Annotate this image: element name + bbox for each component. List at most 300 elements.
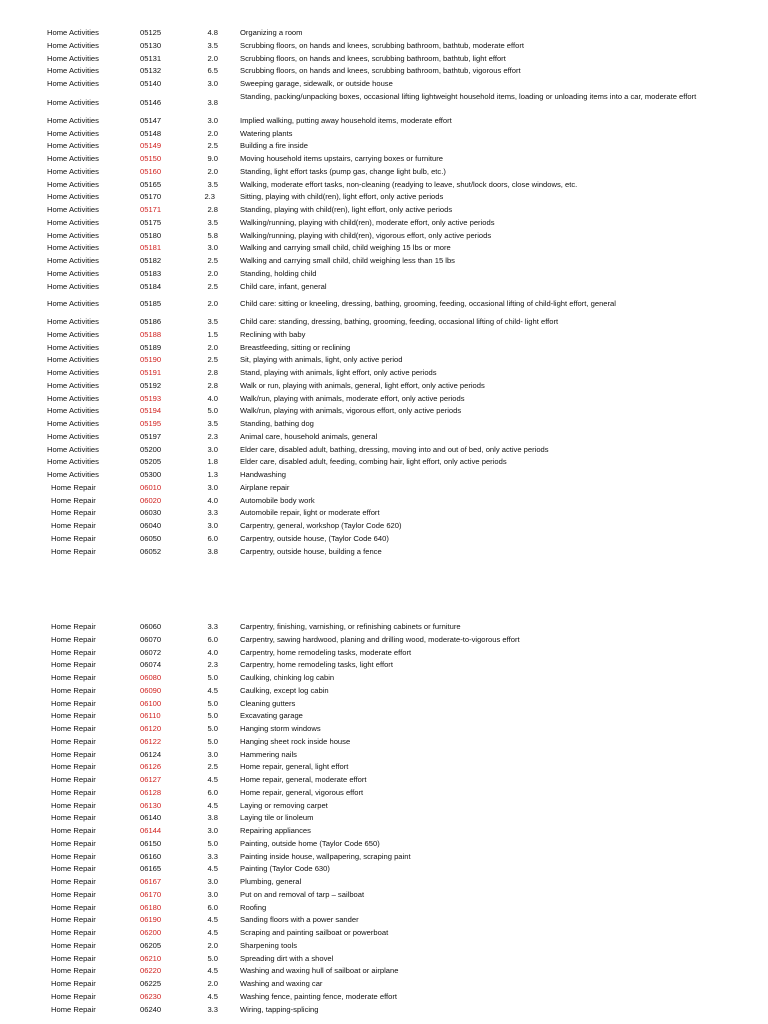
table-row xyxy=(0,456,768,469)
activity-code: 06160 xyxy=(140,851,162,861)
activity-category: Home Repair xyxy=(51,864,96,874)
activity-category: Home Repair xyxy=(51,647,96,657)
activity-description: Carpentry, home remodeling tasks, moderate effort xyxy=(240,647,412,657)
activity-code: 05149 xyxy=(140,141,162,151)
activity-category: Home Repair xyxy=(51,698,96,708)
met-value: 3.5 xyxy=(207,179,218,189)
table-row xyxy=(0,838,768,851)
activity-category: Home Repair xyxy=(51,711,96,721)
activity-description: Plumbing, general xyxy=(240,877,302,886)
met-value: 5.0 xyxy=(207,698,218,708)
met-value: 3.0 xyxy=(207,877,218,886)
activity-category: Home Repair xyxy=(51,940,96,950)
activity-code: 05194 xyxy=(140,406,162,416)
activity-description: Cleaning gutters xyxy=(240,698,296,708)
activity-description: Hanging sheet rock inside house xyxy=(240,736,351,746)
activity-description: Spreading dirt with a shovel xyxy=(240,953,334,963)
table-row xyxy=(0,914,768,927)
activity-code: 05165 xyxy=(140,179,162,189)
activity-code: 05146 xyxy=(140,97,162,107)
met-value: 2.3 xyxy=(207,660,218,670)
activity-description: Carpentry, outside house, (Taylor Code 640) xyxy=(240,533,389,543)
activity-code: 05181 xyxy=(140,243,162,253)
activity-category: Home Repair xyxy=(51,787,96,797)
activity-category: Home Repair xyxy=(51,953,96,963)
table-row xyxy=(0,634,768,647)
activity-description: Building a fire inside xyxy=(240,141,308,151)
table-row xyxy=(0,991,768,1004)
table-row xyxy=(0,533,768,546)
met-value: 2.0 xyxy=(207,979,218,988)
activity-description: Child care, infant, general xyxy=(240,281,327,291)
activity-category: Home Repair xyxy=(51,634,96,644)
activity-category: Home Activities xyxy=(47,53,99,63)
table-row xyxy=(0,723,768,736)
activity-description: Caulking, chinking log cabin xyxy=(240,673,335,682)
activity-category: Home Repair xyxy=(51,660,96,670)
activity-description: Breastfeeding, sitting or reclining xyxy=(240,342,351,352)
activity-code: 06052 xyxy=(140,546,162,556)
table-row xyxy=(0,495,768,508)
table-row xyxy=(0,255,768,268)
met-value: 2.5 xyxy=(207,141,218,151)
met-value: 4.5 xyxy=(207,775,218,784)
activity-code: 05300 xyxy=(140,470,162,479)
activity-category: Home Repair xyxy=(51,533,96,543)
activity-description: Excavating garage xyxy=(240,711,303,721)
met-value: 4.5 xyxy=(207,800,218,810)
activity-category: Home Activities xyxy=(47,342,99,352)
activity-code: 06040 xyxy=(140,521,162,530)
table-row xyxy=(0,191,768,204)
table-row xyxy=(0,965,768,978)
met-value: 5.0 xyxy=(207,673,218,682)
activity-category: Home Activities xyxy=(47,329,99,339)
met-value: 5.8 xyxy=(207,230,218,240)
table-row xyxy=(0,787,768,800)
activity-code: 06220 xyxy=(140,966,162,976)
activity-code: 06165 xyxy=(140,864,162,874)
met-value: 1.8 xyxy=(207,457,218,467)
activity-code: 06120 xyxy=(140,724,162,733)
activity-category: Home Activities xyxy=(47,192,99,202)
met-value: 5.0 xyxy=(207,406,218,416)
met-value: 3.5 xyxy=(207,317,218,326)
met-value: 4.0 xyxy=(207,647,218,657)
activity-code: 06240 xyxy=(140,1004,162,1014)
table-row xyxy=(0,40,768,53)
met-value: 3.8 xyxy=(207,97,218,107)
activity-code: 06230 xyxy=(140,991,162,1001)
activity-code: 05197 xyxy=(140,431,162,441)
activity-description: Sanding floors with a power sander xyxy=(240,915,359,925)
table-row xyxy=(0,761,768,774)
met-value: 4.5 xyxy=(207,915,218,925)
activity-category: Home Activities xyxy=(47,230,99,240)
table-row xyxy=(0,710,768,723)
activity-category: Home Activities xyxy=(47,457,99,467)
activity-code: 05125 xyxy=(140,28,162,37)
met-value: 3.0 xyxy=(207,482,218,492)
activity-description: Reclining with baby xyxy=(240,329,306,339)
activity-code: 05195 xyxy=(140,419,162,428)
met-value: 3.5 xyxy=(207,217,218,227)
met-value: 3.0 xyxy=(207,749,218,759)
activity-category: Home Activities xyxy=(47,166,99,176)
activity-category: Home Repair xyxy=(51,915,96,925)
met-value: 5.0 xyxy=(207,953,218,963)
activity-category: Home Repair xyxy=(51,736,96,746)
activity-code: 06080 xyxy=(140,673,162,682)
activity-category: Home Activities xyxy=(47,393,99,403)
table-row xyxy=(0,298,768,311)
met-value: 3.0 xyxy=(207,521,218,530)
table-row xyxy=(0,281,768,294)
activity-code: 05170 xyxy=(140,192,162,202)
activity-description: Scrubbing floors, on hands and knees, scrubbing bathroom, bathtub, moderate effort xyxy=(240,40,524,50)
activity-category: Home Repair xyxy=(51,902,96,912)
activity-category: Home Activities xyxy=(47,79,99,88)
activity-description: Elder care, disabled adult, bathing, dressing, moving into and out of bed, only active periods xyxy=(240,444,549,454)
activity-category: Home Repair xyxy=(51,521,96,530)
met-value: 3.8 xyxy=(207,546,218,556)
activity-description: Walking and carrying small child, child weighing 15 lbs or more xyxy=(240,243,451,253)
table-row xyxy=(0,902,768,915)
activity-description: Walk/run, playing with animals, moderate effort, only active periods xyxy=(240,393,465,403)
activity-code: 05185 xyxy=(140,299,162,309)
activity-category: Home Activities xyxy=(47,317,99,326)
activity-description: Standing, bathing dog xyxy=(240,419,314,428)
met-value: 5.0 xyxy=(207,736,218,746)
activity-category: Home Activities xyxy=(47,355,99,365)
activity-category: Home Activities xyxy=(47,380,99,390)
table-row xyxy=(0,431,768,444)
met-value: 3.3 xyxy=(207,622,218,631)
met-value: 3.0 xyxy=(207,889,218,899)
activity-category: Home Repair xyxy=(51,749,96,759)
met-value: 5.0 xyxy=(207,724,218,733)
met-value: 3.8 xyxy=(207,813,218,823)
activity-description: Automobile repair, light or moderate effort xyxy=(240,508,380,518)
met-value: 2.5 xyxy=(207,762,218,772)
activity-code: 05186 xyxy=(140,317,162,326)
activity-category: Home Repair xyxy=(51,838,96,848)
met-value: 4.5 xyxy=(207,864,218,874)
activity-code: 06090 xyxy=(140,685,162,695)
activity-category: Home Activities xyxy=(47,281,99,291)
met-value: 3.5 xyxy=(207,419,218,428)
activity-code: 05205 xyxy=(140,457,162,467)
table-row xyxy=(0,672,768,685)
activity-description: Home repair, general, light effort xyxy=(240,762,349,772)
table-row xyxy=(0,316,768,329)
met-value: 2.0 xyxy=(207,342,218,352)
activity-code: 06070 xyxy=(140,634,162,644)
table-row xyxy=(0,749,768,762)
met-value: 3.0 xyxy=(207,79,218,88)
activity-description: Home repair, general, vigorous effort xyxy=(240,787,364,797)
activity-category: Home Repair xyxy=(51,851,96,861)
met-value: 3.0 xyxy=(207,444,218,454)
activity-code: 05182 xyxy=(140,256,162,265)
met-value: 2.8 xyxy=(207,205,218,214)
table-row xyxy=(0,166,768,179)
met-value: 4.0 xyxy=(207,393,218,403)
activity-code: 06100 xyxy=(140,698,162,708)
table-row xyxy=(0,621,768,634)
met-value: 4.5 xyxy=(207,991,218,1001)
activity-description: Walking, moderate effort tasks, non-cleaning (readying to leave, shut/lock doors, close windows, etc. xyxy=(240,179,578,189)
activity-description: Carpentry, home remodeling tasks, light effort xyxy=(240,660,393,670)
activity-category: Home Activities xyxy=(47,406,99,416)
met-value: 3.0 xyxy=(207,826,218,835)
activity-category: Home Activities xyxy=(47,256,99,265)
activity-code: 05183 xyxy=(140,268,162,278)
table-row xyxy=(0,128,768,141)
met-value: 2.8 xyxy=(207,380,218,390)
table-row xyxy=(0,393,768,406)
activity-code: 05150 xyxy=(140,154,162,163)
table-row xyxy=(0,812,768,825)
activity-code: 06130 xyxy=(140,800,162,810)
activity-code: 05140 xyxy=(140,79,162,88)
table-row xyxy=(0,940,768,953)
activity-category: Home Activities xyxy=(47,368,99,377)
activity-description: Caulking, except log cabin xyxy=(240,685,329,695)
table-row xyxy=(0,659,768,672)
met-value: 9.0 xyxy=(207,154,218,163)
activity-code: 06030 xyxy=(140,508,162,518)
activity-category: Home Activities xyxy=(47,128,99,138)
activity-description: Laying tile or linoleum xyxy=(240,813,314,823)
activity-description: Child care: sitting or kneeling, dressing, bathing, grooming, feeding, occasional lifting of child-light effort, general xyxy=(240,299,616,309)
activity-code: 05130 xyxy=(140,40,162,50)
table-row xyxy=(0,91,768,115)
activity-code: 06010 xyxy=(140,482,162,492)
activity-code: 06127 xyxy=(140,775,162,784)
activity-description: Wiring, tapping-splicing xyxy=(240,1004,319,1014)
table-row xyxy=(0,953,768,966)
activity-description: Home repair, general, moderate effort xyxy=(240,775,367,784)
activity-code: 06167 xyxy=(140,877,162,886)
activity-category: Home Activities xyxy=(47,28,99,37)
activity-description: Sitting, playing with child(ren), light effort, only active periods xyxy=(240,192,444,202)
activity-code: 05160 xyxy=(140,166,162,176)
table-row xyxy=(0,774,768,787)
activity-description: Walking/running, playing with child(ren), vigorous effort, only active periods xyxy=(240,230,492,240)
activity-code: 06144 xyxy=(140,826,162,835)
activity-code: 05184 xyxy=(140,281,162,291)
activity-category: Home Activities xyxy=(47,243,99,253)
activity-description: Painting, outside home (Taylor Code 650) xyxy=(240,838,380,848)
activity-description: Hanging storm windows xyxy=(240,724,321,733)
table-row xyxy=(0,140,768,153)
activity-code: 05189 xyxy=(140,342,162,352)
activity-code: 05132 xyxy=(140,66,162,76)
activity-code: 05193 xyxy=(140,393,162,403)
table-row xyxy=(0,204,768,217)
activity-category: Home Activities xyxy=(47,40,99,50)
activity-category: Home Repair xyxy=(51,1004,96,1014)
activity-description: Standing, light effort tasks (pump gas, change light bulb, etc.) xyxy=(240,166,446,176)
activity-description: Carpentry, general, workshop (Taylor Code 620) xyxy=(240,521,402,530)
activity-code: 05191 xyxy=(140,368,162,377)
activity-category: Home Repair xyxy=(51,724,96,733)
activity-category: Home Activities xyxy=(47,97,99,107)
activity-code: 05192 xyxy=(140,380,162,390)
activity-code: 06060 xyxy=(140,622,162,631)
activity-description: Handwashing xyxy=(240,470,287,479)
activity-description: Implied walking, putting away household items, moderate effort xyxy=(240,115,452,125)
met-value: 2.8 xyxy=(207,368,218,377)
activity-code: 05131 xyxy=(140,53,162,63)
activity-category: Home Repair xyxy=(51,495,96,505)
activity-description: Laying or removing carpet xyxy=(240,800,328,810)
activity-description: Carpentry, outside house, building a fence xyxy=(240,546,382,556)
activity-code: 06124 xyxy=(140,749,162,759)
activity-category: Home Repair xyxy=(51,546,96,556)
met-value: 2.0 xyxy=(207,128,218,138)
table-row xyxy=(0,520,768,533)
activity-description: Organizing a room xyxy=(240,28,303,37)
activity-description: Elder care, disabled adult, feeding, combing hair, light effort, only active periods xyxy=(240,457,507,467)
activity-description: Walk/run, playing with animals, vigorous effort, only active periods xyxy=(240,406,462,416)
table-row xyxy=(0,354,768,367)
activity-category: Home Activities xyxy=(47,268,99,278)
table-row xyxy=(0,889,768,902)
activity-description: Moving household items upstairs, carrying boxes or furniture xyxy=(240,154,444,163)
met-value: 5.0 xyxy=(207,838,218,848)
activity-code: 05188 xyxy=(140,329,162,339)
activity-category: Home Repair xyxy=(51,482,96,492)
activity-category: Home Repair xyxy=(51,685,96,695)
activity-code: 06180 xyxy=(140,902,162,912)
activity-description: Stand, playing with animals, light effort, only active periods xyxy=(240,368,437,377)
activity-description: Painting (Taylor Code 630) xyxy=(240,864,330,874)
activity-category: Home Repair xyxy=(51,800,96,810)
activity-code: 05148 xyxy=(140,128,162,138)
activity-code: 06050 xyxy=(140,533,162,543)
activity-category: Home Activities xyxy=(47,299,99,309)
table-row xyxy=(0,179,768,192)
met-value: 4.0 xyxy=(207,495,218,505)
activity-category: Home Activities xyxy=(47,419,99,428)
met-value: 2.0 xyxy=(207,299,218,309)
met-value: 2.3 xyxy=(207,431,218,441)
activity-description: Sharpening tools xyxy=(240,940,297,950)
met-value: 6.0 xyxy=(207,634,218,644)
activity-description: Hammering nails xyxy=(240,749,297,759)
activity-description: Sweeping garage, sidewalk, or outside house xyxy=(240,79,393,88)
table-row xyxy=(0,800,768,813)
table-row xyxy=(0,27,768,40)
met-value: 6.0 xyxy=(207,787,218,797)
met-value: 6.5 xyxy=(207,66,218,76)
activity-category: Home Activities xyxy=(47,431,99,441)
activity-category: Home Activities xyxy=(47,470,99,479)
activity-description: Standing, holding child xyxy=(240,268,317,278)
activity-code: 06150 xyxy=(140,838,162,848)
activity-category: Home Activities xyxy=(47,141,99,151)
table-row xyxy=(0,78,768,91)
activity-table-section-1 xyxy=(0,27,768,558)
table-row xyxy=(0,1004,768,1017)
activity-category: Home Activities xyxy=(47,444,99,454)
table-row xyxy=(0,230,768,243)
table-row xyxy=(0,65,768,78)
activity-code: 06122 xyxy=(140,736,162,746)
activity-category: Home Activities xyxy=(47,66,99,76)
met-value: 4.5 xyxy=(207,928,218,937)
met-value: 4.8 xyxy=(207,28,218,37)
activity-description: Standing, packing/unpacking boxes, occasional lifting lightweight household items, loading or unloading items into a car, moderate effort xyxy=(240,91,697,101)
activity-category: Home Repair xyxy=(51,813,96,823)
activity-description: Washing and waxing hull of sailboat or airplane xyxy=(240,966,399,976)
table-row xyxy=(0,367,768,380)
table-row xyxy=(0,329,768,342)
activity-description: Sit, playing with animals, light, only active period xyxy=(240,355,403,365)
met-value: 2.5 xyxy=(207,355,218,365)
activity-category: Home Activities xyxy=(47,217,99,227)
activity-description: Carpentry, sawing hardwood, planing and drilling wood, moderate-to-vigorous effort xyxy=(240,634,520,644)
table-row xyxy=(0,507,768,520)
activity-category: Home Activities xyxy=(47,154,99,163)
table-row xyxy=(0,405,768,418)
activity-code: 05147 xyxy=(140,115,162,125)
activity-category: Home Activities xyxy=(47,115,99,125)
activity-code: 05200 xyxy=(140,444,162,454)
activity-category: Home Repair xyxy=(51,826,96,835)
activity-category: Home Repair xyxy=(51,979,96,988)
met-value: 4.5 xyxy=(207,685,218,695)
activity-description: Scrubbing floors, on hands and knees, scrubbing bathroom, bathtub, light effort xyxy=(240,53,506,63)
met-value: 6.0 xyxy=(207,902,218,912)
activity-code: 06140 xyxy=(140,813,162,823)
table-row xyxy=(0,647,768,660)
activity-category: Home Repair xyxy=(51,775,96,784)
activity-description: Automobile body work xyxy=(240,495,315,505)
table-row xyxy=(0,736,768,749)
met-value: 1.5 xyxy=(207,329,218,339)
activity-category: Home Repair xyxy=(51,877,96,886)
table-row xyxy=(0,380,768,393)
activity-description: Washing fence, painting fence, moderate effort xyxy=(240,991,398,1001)
activity-category: Home Repair xyxy=(51,622,96,631)
met-value: 3.3 xyxy=(207,1004,218,1014)
table-row xyxy=(0,825,768,838)
activity-code: 06110 xyxy=(140,711,161,721)
met-value: 2.5 xyxy=(207,281,218,291)
table-row xyxy=(0,342,768,355)
activity-description: Walking and carrying small child, child weighing less than 15 lbs xyxy=(240,256,455,265)
activity-category: Home Activities xyxy=(47,205,99,214)
activity-description: Carpentry, finishing, varnishing, or refinishing cabinets or furniture xyxy=(240,622,461,631)
table-row xyxy=(0,268,768,281)
table-row xyxy=(0,685,768,698)
activity-code: 06210 xyxy=(140,953,162,963)
activity-description: Roofing xyxy=(240,902,267,912)
met-value: 3.0 xyxy=(207,115,218,125)
met-value: 3.3 xyxy=(207,851,218,861)
activity-category: Home Repair xyxy=(51,508,96,518)
met-value: 2.5 xyxy=(207,256,218,265)
met-value: 2.0 xyxy=(207,268,218,278)
met-value: 1.3 xyxy=(207,470,218,479)
activity-description: Standing, playing with child(ren), light effort, only active periods xyxy=(240,205,453,214)
table-row xyxy=(0,53,768,66)
activity-code: 06072 xyxy=(140,647,162,657)
met-value: 2.0 xyxy=(207,166,218,176)
